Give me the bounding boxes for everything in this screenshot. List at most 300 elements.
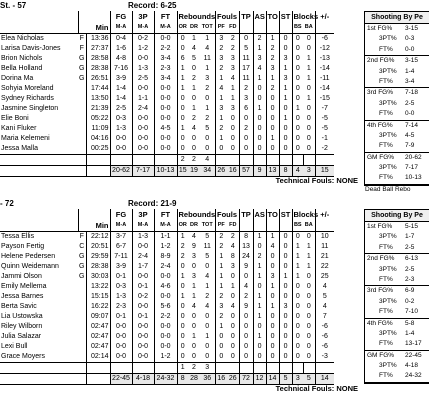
assists: 3: [253, 54, 266, 64]
field-goals: 0-0: [110, 134, 132, 144]
shooting-value: 3-15: [405, 57, 419, 65]
field-goals: 0-0: [110, 342, 132, 352]
player-name: Elea Nicholas: [1, 35, 44, 42]
def-rebounds: 1: [192, 283, 196, 290]
game2-header: [0, 198, 428, 209]
shooting-label: 3PT%: [379, 131, 397, 139]
blocks-against: 0: [303, 84, 315, 94]
steals: 0: [279, 252, 292, 262]
minutes: 09:07: [86, 312, 110, 322]
assists: 1: [253, 262, 266, 272]
free-throws: 2-2: [154, 312, 177, 322]
cell: [0, 22, 78, 34]
shooting-label: 2nd FG%: [367, 57, 395, 65]
player-name: Tessa Ellis: [1, 233, 35, 240]
fouls-drawn: 0: [227, 124, 239, 134]
total-rebounds: 1: [200, 34, 215, 45]
total-rebounds: 4: [200, 44, 215, 54]
cell: [154, 363, 177, 374]
turnovers: 0: [266, 94, 279, 104]
player-row: [0, 134, 334, 144]
col-header: TO: [267, 12, 278, 21]
shooting-row: [365, 275, 429, 286]
col-header: Fouls: [217, 12, 238, 21]
field-goals: 0-0: [110, 144, 132, 155]
minutes: 15:15: [86, 292, 110, 302]
fouls-drawn: 3: [227, 104, 239, 114]
shooting-label: FT%: [379, 372, 393, 380]
off-rebounds: 0: [180, 135, 185, 142]
total-ft: 24-32: [154, 374, 177, 385]
total-ft: 10-13: [154, 166, 177, 177]
cell: [253, 22, 266, 34]
blocks-shot: 0: [295, 353, 300, 360]
free-throws: 4-6: [154, 282, 177, 292]
off-rebounds: 0: [180, 105, 185, 112]
total-rebounds: 5: [200, 252, 215, 262]
shooting-row: [365, 361, 429, 371]
off-rebounds: 1: [180, 65, 185, 72]
cell: [78, 220, 86, 232]
player-position: [78, 312, 86, 322]
free-throws: 0-0: [154, 144, 177, 155]
player-name: Lexi Bull: [1, 343, 28, 350]
personal-fouls: 1: [219, 135, 224, 142]
col-header: Fouls: [217, 210, 238, 219]
cell: [0, 166, 78, 177]
cell: [227, 363, 239, 374]
shooting-title: Shooting By Pe: [365, 210, 429, 222]
personal-fouls: 1: [219, 273, 224, 280]
shooting-row: [365, 24, 429, 34]
col-header: Rebounds: [178, 210, 216, 219]
three-pointers: 1-3: [132, 64, 154, 74]
points: 0: [239, 34, 253, 45]
cell: [86, 374, 110, 385]
blocks-shot: 1: [295, 243, 300, 250]
shooting-value: 13-17: [405, 340, 422, 348]
personal-fouls: 2: [219, 233, 224, 240]
field-goals: 0-4: [110, 34, 132, 45]
blocks-against: 0: [303, 104, 315, 114]
cell: [239, 220, 253, 232]
plus-minus: 21: [320, 253, 329, 260]
total-rebounds: 0: [200, 342, 215, 352]
shooting-value: 6-9: [405, 287, 415, 295]
minutes: 02:47: [86, 342, 110, 352]
field-goals: 3-9: [110, 262, 132, 272]
shooting-label: FT%: [379, 275, 393, 283]
points: 0: [239, 312, 253, 322]
free-throws: 2-4: [154, 262, 177, 272]
total-fg: 20-62: [110, 166, 132, 177]
personal-fouls: 2: [219, 45, 224, 52]
three-pointers: 1-1: [132, 94, 154, 104]
total-rebounds: 5: [200, 124, 215, 134]
turnovers: 0: [266, 124, 279, 134]
points: 6: [239, 104, 253, 114]
three-pointers: 0-0: [132, 54, 154, 64]
shooting-row: [365, 77, 429, 88]
turnovers: 1: [266, 302, 279, 312]
blocks-against: 0: [303, 44, 315, 54]
off-rebounds: 1: [180, 125, 185, 132]
points: 8: [239, 232, 253, 243]
cell: [86, 166, 110, 177]
shooting-row: [365, 141, 429, 152]
shooting-row: [365, 109, 429, 120]
cell: [292, 363, 303, 374]
total-as-col: 12: [253, 374, 266, 385]
player-position: [78, 292, 86, 302]
col-subheader: BS: [292, 22, 303, 34]
turnovers: 0: [266, 292, 279, 302]
points: 2: [239, 124, 253, 134]
cell: [279, 155, 292, 166]
blocks-shot: 1: [295, 273, 300, 280]
total-rebounds: 1: [200, 332, 215, 342]
assists: 1: [253, 292, 266, 302]
cell: [315, 155, 334, 166]
shooting-value: 7-9: [405, 142, 415, 150]
blocks-shot: 0: [295, 343, 300, 350]
total-rebounds: 1: [200, 104, 215, 114]
blocks-against: 1: [303, 242, 315, 252]
plus-minus: -6: [321, 35, 328, 42]
plus-minus: -11: [319, 75, 330, 82]
points: 2: [239, 292, 253, 302]
three-pointers: 0-0: [132, 342, 154, 352]
def-rebounds: 4: [192, 233, 196, 240]
three-pointers: 0-0: [132, 124, 154, 134]
steals: 0: [279, 34, 292, 45]
cell: [132, 155, 154, 166]
col-subheader: TOT: [200, 220, 215, 232]
points: 11: [239, 74, 253, 84]
def-rebounds: 0: [192, 343, 196, 350]
plus-minus: 7: [322, 313, 327, 320]
player-name: Emily Mellema: [1, 283, 47, 290]
blocks-against: 0: [303, 134, 315, 144]
cell: [227, 155, 239, 166]
personal-fouls: 3: [219, 55, 224, 62]
total-rebounds: 0: [200, 262, 215, 272]
cell: [239, 155, 253, 166]
assists: 1: [253, 272, 266, 282]
def-rebounds: 1: [192, 293, 196, 300]
cell: [315, 22, 334, 34]
field-goals: 6-7: [110, 242, 132, 252]
cell: [0, 155, 78, 166]
fouls-drawn: 0: [227, 272, 239, 282]
three-pointers: 0-0: [132, 332, 154, 342]
blocks-against: 0: [303, 322, 315, 332]
def-rebounds: 4: [192, 125, 196, 132]
box-score-table: [0, 11, 334, 177]
field-goals: 0-1: [110, 312, 132, 322]
off-rebounds: 2: [180, 253, 185, 260]
fouls-drawn: 0: [227, 144, 239, 155]
off-rebounds: 1: [180, 273, 185, 280]
shooting-value: 7-17: [405, 164, 419, 172]
total-st-col: 5: [279, 374, 292, 385]
col-subheader: M-A: [110, 22, 132, 34]
assists: 1: [253, 44, 266, 54]
minutes: 05:22: [86, 114, 110, 124]
three-pointers: 2-4: [132, 252, 154, 262]
shooting-label: 3rd FG%: [367, 287, 394, 295]
minutes: 30:03: [86, 272, 110, 282]
col-subheader: M-A: [154, 22, 177, 34]
col-header: TP: [239, 209, 253, 220]
def-rebounds: 1: [192, 105, 196, 112]
shooting-label: 4th FG%: [367, 121, 393, 129]
total-pf: 16: [215, 374, 227, 385]
player-position: [78, 302, 86, 312]
fouls-drawn: 0: [227, 342, 239, 352]
plus-minus: 5: [322, 293, 327, 300]
player-position: [78, 134, 86, 144]
total-rebounds: 1: [200, 282, 215, 292]
team-def-rebounds: 2: [188, 155, 200, 166]
col-header: Blocks: [293, 12, 319, 21]
fouls-drawn: 8: [227, 252, 239, 262]
player-row: [0, 302, 334, 312]
team-rebounds-row: [0, 363, 334, 374]
three-pointers: 0-0: [132, 242, 154, 252]
cell: [266, 363, 279, 374]
minutes: 21:39: [86, 104, 110, 114]
cell: [315, 363, 334, 374]
steals: 1: [279, 94, 292, 104]
turnovers: 0: [266, 262, 279, 272]
three-pointers: 0-0: [132, 352, 154, 363]
free-throws: 0-0: [154, 322, 177, 332]
player-name: Jessa Barnes: [1, 293, 44, 300]
player-row: [0, 342, 334, 352]
total-rebounds: 0: [200, 312, 215, 322]
free-throws: 1-1: [154, 232, 177, 243]
fouls-drawn: 0: [227, 292, 239, 302]
shooting-value: 10-13: [405, 174, 422, 182]
steals: 1: [279, 114, 292, 124]
shooting-row: [365, 173, 429, 184]
cell: [0, 220, 78, 232]
shooting-row: [365, 121, 429, 131]
personal-fouls: 0: [219, 145, 224, 152]
col-subheader: PF: [215, 22, 227, 34]
points: 0: [239, 352, 253, 363]
shooting-label: 3PT%: [379, 362, 397, 370]
def-rebounds: 0: [192, 135, 196, 142]
shooting-value: 1-4: [405, 329, 415, 337]
total-fd: 26: [227, 374, 239, 385]
points: 9: [239, 262, 253, 272]
player-position: [78, 342, 86, 352]
turnovers: 1: [266, 34, 279, 45]
cell: [86, 11, 110, 22]
player-name: Lia Ustowska: [1, 313, 43, 320]
assists: 1: [253, 312, 266, 322]
free-throws: 0-0: [154, 34, 177, 45]
fouls-drawn: 0: [227, 312, 239, 322]
minutes: 11:09: [86, 124, 110, 134]
player-position: G: [79, 65, 85, 72]
fouls-drawn: 1: [227, 282, 239, 292]
col-subheader: M-A: [110, 220, 132, 232]
shooting-label: 3PT%: [379, 233, 397, 241]
assists: 1: [253, 302, 266, 312]
off-rebounds: 1: [180, 293, 185, 300]
points: 0: [239, 342, 253, 352]
shooting-row: [365, 329, 429, 339]
cell: [78, 374, 86, 385]
cell: [253, 363, 266, 374]
three-pointers: 1-7: [132, 262, 154, 272]
fouls-drawn: 4: [227, 242, 239, 252]
total-to-col: 14: [266, 374, 279, 385]
steals: 1: [279, 272, 292, 282]
col-header: FT: [154, 209, 177, 220]
free-throws: 2-2: [154, 44, 177, 54]
cell: [154, 155, 177, 166]
assists: 0: [253, 84, 266, 94]
player-row: [0, 242, 334, 252]
player-row: [0, 292, 334, 302]
blocks-against: 0: [303, 272, 315, 282]
free-throws: 0-0: [154, 84, 177, 94]
points: 0: [239, 114, 253, 124]
points: 0: [239, 332, 253, 342]
fouls-drawn: 3: [227, 262, 239, 272]
steals: 0: [279, 352, 292, 363]
cell: [253, 155, 266, 166]
plus-minus: -5: [321, 125, 328, 132]
player-name: Dorina Ma: [1, 75, 34, 82]
plus-minus: 4: [322, 283, 327, 290]
field-goals: 0-0: [110, 332, 132, 342]
shooting-row: [365, 163, 429, 173]
player-row: [0, 74, 334, 84]
field-goals: 0-1: [110, 272, 132, 282]
cell: [315, 220, 334, 232]
shooting-row: [365, 297, 429, 307]
team-rebounds-row: [0, 155, 334, 166]
shooting-row: [365, 339, 429, 350]
off-rebounds: 1: [180, 85, 185, 92]
points: 3: [239, 94, 253, 104]
blocks-against: 1: [303, 54, 315, 64]
assists: 4: [253, 64, 266, 74]
field-goals: 7-16: [110, 64, 132, 74]
shooting-label: FT%: [379, 45, 393, 53]
total-3p: 4-18: [132, 374, 154, 385]
totals-row: [0, 374, 334, 385]
fouls-drawn: 0: [227, 134, 239, 144]
player-name: Julia Salazar: [1, 333, 42, 340]
personal-fouls: 1: [219, 75, 224, 82]
total-rebounds: 0: [200, 144, 215, 155]
three-pointers: 0-0: [132, 322, 154, 332]
player-row: [0, 332, 334, 342]
steals: 0: [279, 242, 292, 252]
blocks-shot: 0: [295, 95, 300, 102]
shooting-label: 3PT%: [379, 99, 397, 107]
personal-fouls: 1: [219, 95, 224, 102]
blocks-shot: 0: [295, 303, 300, 310]
player-name: Helene Pedersen: [1, 253, 56, 260]
field-goals: 0-3: [110, 282, 132, 292]
total-to-col: 13: [266, 166, 279, 177]
shooting-by-period: [364, 209, 429, 384]
off-rebounds: 0: [180, 45, 185, 52]
three-pointers: 0-0: [132, 114, 154, 124]
turnovers: 0: [266, 352, 279, 363]
def-rebounds: 0: [192, 95, 196, 102]
assists: 0: [253, 144, 266, 155]
fouls-drawn: 3: [227, 64, 239, 74]
col-header: TO: [267, 210, 278, 219]
blocks-shot: 0: [295, 283, 300, 290]
col-subheader: TOT: [200, 22, 215, 34]
cell: [132, 363, 154, 374]
player-row: [0, 94, 334, 104]
cell: [292, 155, 303, 166]
total-fg: 22-45: [110, 374, 132, 385]
shooting-value: 1-7: [405, 233, 415, 241]
col-header: +/-: [320, 210, 330, 219]
shooting-value: 7-18: [405, 89, 419, 97]
dead-ball-rebounds: Dead Ball Rebo: [365, 186, 411, 193]
minutes: 16:22: [86, 302, 110, 312]
shooting-label: 1st FG%: [367, 223, 393, 230]
shooting-value: 5-8: [405, 319, 415, 327]
assists: 0: [253, 134, 266, 144]
blocks-against: 1: [303, 252, 315, 262]
shooting-row: [365, 286, 429, 296]
free-throws: 0-0: [154, 292, 177, 302]
three-pointers: 0-2: [132, 34, 154, 45]
def-rebounds: 0: [192, 323, 196, 330]
total-rebounds: 1: [200, 64, 215, 74]
plus-minus: -6: [321, 343, 328, 350]
player-name: Elie Boni: [1, 115, 29, 122]
total-pf: 26: [215, 166, 227, 177]
total-ba: 3: [303, 166, 315, 177]
game1-section: [0, 0, 428, 193]
turnovers: 2: [266, 84, 279, 94]
three-pointers: 0-0: [132, 272, 154, 282]
shooting-label: GM FG%: [367, 351, 395, 359]
player-position: [78, 332, 86, 342]
player-position: G: [79, 253, 85, 260]
player-name: Quinn Weidemann: [1, 263, 59, 270]
field-goals: 0-3: [110, 114, 132, 124]
assists: 0: [253, 242, 266, 252]
cell: [86, 155, 110, 166]
minutes: 02:47: [86, 322, 110, 332]
blocks-against: 1: [303, 64, 315, 74]
col-subheader: PF: [215, 220, 227, 232]
personal-fouls: 1: [219, 115, 224, 122]
three-pointers: 0-0: [132, 302, 154, 312]
assists: 0: [253, 114, 266, 124]
cell: [239, 363, 253, 374]
shooting-label: 3PT%: [379, 265, 397, 273]
field-goals: 1-6: [110, 44, 132, 54]
shooting-value: 6-13: [405, 255, 419, 263]
player-row: [0, 252, 334, 262]
